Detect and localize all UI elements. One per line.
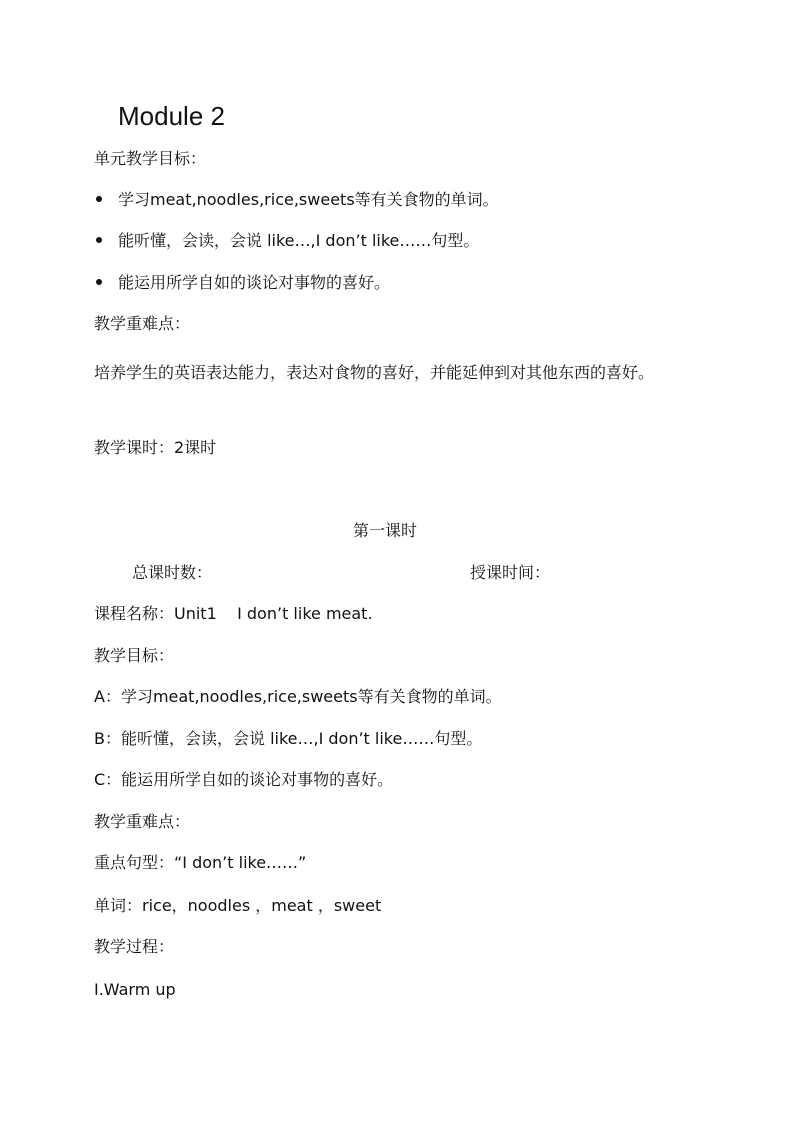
difficulty-heading: 教学重难点：	[94, 812, 191, 831]
warm-up-line: Ⅰ.Warm up	[94, 980, 176, 999]
unit-goal-item	[94, 230, 479, 252]
teaching-goal-item: A：学习meat,noodles,rice,sweets等有关食物的单词。	[94, 687, 502, 706]
teaching-goal-item: B：能听懂，会读，会说 like…,I don’t like……句型。	[94, 729, 483, 748]
words-line: 单词：rice，noodles ，meat ，sweet	[94, 896, 382, 915]
teaching-goals-heading: 教学目标：	[94, 646, 175, 665]
unit-goal-item	[94, 272, 390, 294]
bullet-icon	[96, 237, 102, 243]
key-points-heading: 教学重难点：	[94, 314, 191, 333]
bullet-icon	[96, 196, 102, 202]
unit-goal-item	[94, 189, 499, 211]
key-points-paragraph: 培养学生的英语表达能力，表达对食物的喜好，并能延伸到对其他东西的喜好。	[94, 363, 655, 382]
unit-goal-text: 学习meat,noodles,rice,sweets等有关食物的单词。	[118, 190, 499, 209]
unit-goals-heading: 单元教学目标：	[94, 149, 207, 168]
teaching-time-label: 授课时间：	[470, 563, 551, 582]
key-sentence-line: 重点句型：“I don’t like……”	[94, 853, 307, 872]
bullet-icon	[96, 279, 102, 285]
total-hours-label: 总课时数：	[132, 563, 213, 582]
module-title: Module 2	[118, 101, 225, 131]
unit-goal-text: 能运用所学自如的谈论对事物的喜好。	[118, 273, 391, 292]
course-name-line: 课程名称：Unit1 I don’t like meat.	[94, 604, 373, 623]
unit-goal-text: 能听懂，会读，会说 like…,I don’t like……句型。	[118, 231, 480, 250]
process-heading: 教学过程：	[94, 937, 175, 956]
hours-line: 教学课时：2课时	[94, 438, 217, 457]
teaching-goal-item: C：能运用所学自如的谈论对事物的喜好。	[94, 770, 394, 789]
lesson-title: 第一课时	[352, 521, 417, 540]
